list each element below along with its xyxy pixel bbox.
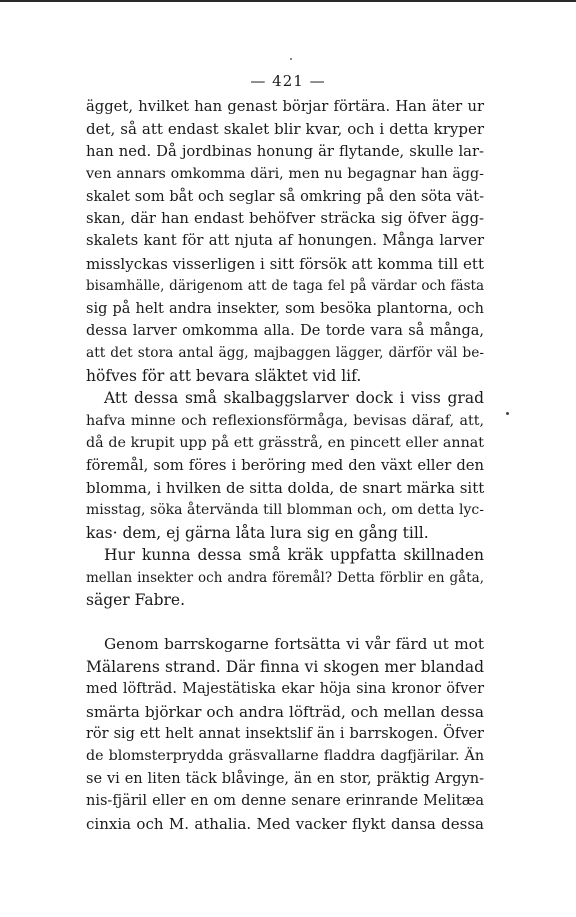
section-gap [86, 611, 484, 633]
text-line: hafva minne och reflexionsförmåga, bevisas däraf, att, [86, 412, 484, 429]
paragraph-4 [86, 633, 484, 835]
text-line: Att dessa små skalbaggslarver dock i viss grad [104, 389, 484, 408]
text-line: se vi en liten täck blåvinge, än en stor, präktig Argyn- [86, 770, 484, 787]
text-line: misslyckas visserligen i sitt försök att komma till ett [86, 254, 484, 273]
text-line: säger Fabre. [86, 590, 186, 609]
top-border-line [0, 0, 576, 2]
text-line: mellan insekter och andra föremål? Detta förblir en gåta, [86, 569, 484, 586]
text-line: ägget, hvilket han genast börjar förtära. Han äter ur [86, 98, 484, 115]
text-line: med löfträd. Majestätiska ekar höja sina kronor öfver [86, 681, 484, 698]
text-line: bisamhälle, därigenom att de taga fel på värdar och fästa [86, 278, 484, 295]
text-line: blomma, i hvilken de sitta dolda, de snart märka sitt [86, 478, 485, 497]
text-line: Mälarens strand. Där finna vi skogen mer blandad [86, 657, 484, 676]
text-line: höfves för att bevara släktet vid lif. [86, 366, 362, 385]
page-body-text [86, 96, 484, 835]
margin-dot-mark [506, 412, 509, 415]
text-line: misstag, söka återvända till blomman och, om detta lyc- [86, 502, 484, 519]
text-line: kas· dem, ej gärna låta lura sig en gång till. [86, 523, 429, 542]
text-line: dessa larver omkomma alla. De torde vara så många, [86, 323, 484, 340]
paragraph-1 [86, 96, 484, 387]
page-number: — 421 — [250, 72, 326, 90]
text-line: att det stora antal ägg, majbaggen lägger, därför väl be- [86, 345, 484, 362]
text-line: ven annars omkomma däri, men nu begagnar han ägg- [86, 166, 484, 183]
text-line: smärta björkar och andra löfträd, och mellan dessa [86, 702, 484, 721]
text-line: Genom barrskogarne fortsätta vi vår färd ut mot [104, 635, 484, 654]
text-line: då de krupit upp på ett grässtrå, en pincett eller annat [86, 435, 484, 452]
text-line: cinxia och M. athalia. Med vacker flykt dansa dessa [86, 814, 484, 833]
text-line: det, så att endast skalet blir kvar, och i detta kryper [86, 120, 484, 139]
text-line: rör sig ett helt annat insektslif än i barrskogen. Öfver [86, 725, 484, 742]
paper-speck [290, 58, 292, 60]
text-line: nis-fjäril eller en om denne senare erinrande Melitæa [86, 793, 484, 810]
text-line: sig på helt andra insekter, som besöka plantorna, och [86, 300, 484, 317]
text-line: Hur kunna dessa små kräk uppfatta skillnaden [104, 546, 484, 565]
text-line: han ned. Då jordbinas honung är flytande, skulle lar- [86, 142, 484, 160]
text-line: skan, där han endast behöfver sträcka sig öfver ägg- [86, 210, 484, 228]
text-line: de blomsterprydda gräsvallarne fladdra dagfjärilar. Än [86, 748, 484, 765]
text-line: föremål, som föres i beröring med den växt eller den [86, 456, 484, 474]
paragraph-3 [86, 544, 484, 611]
text-line: skalets kant för att njuta af honungen. Många larver [86, 232, 484, 250]
paragraph-2 [86, 387, 484, 544]
text-line: skalet som båt och seglar så omkring på den söta vät- [86, 188, 484, 205]
